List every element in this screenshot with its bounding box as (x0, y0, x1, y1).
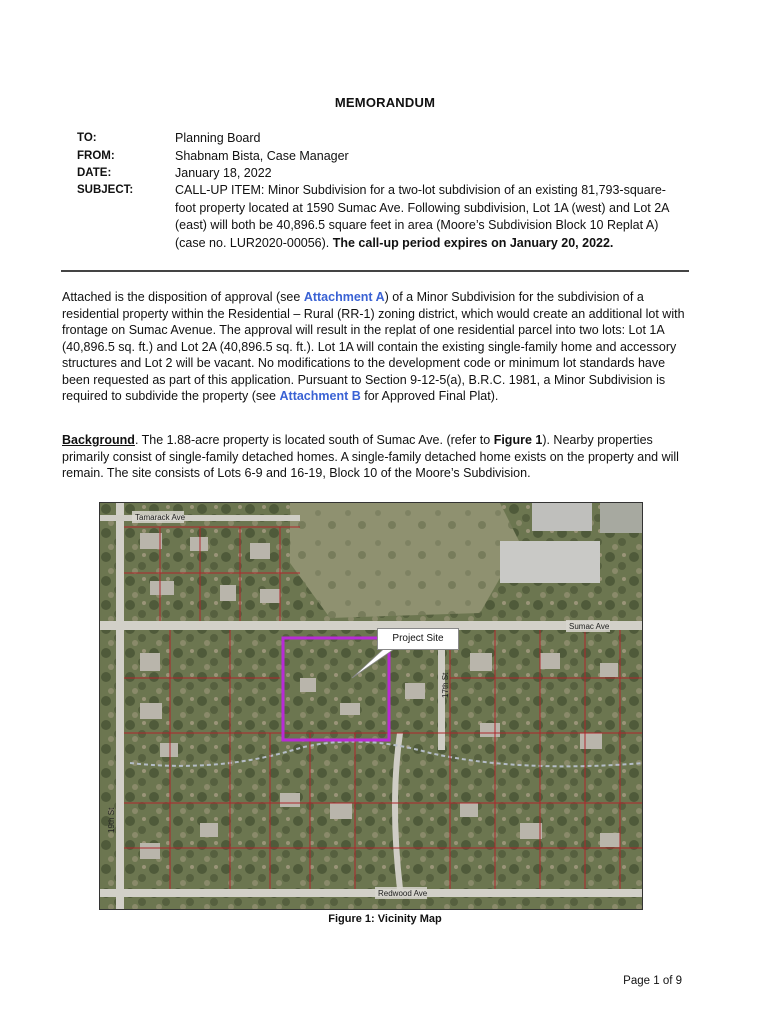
street-label-north: Tamarack Ave (135, 513, 186, 522)
background-heading: Background (62, 433, 135, 447)
subject-label: SUBJECT: (77, 184, 134, 196)
background-text-a: . The 1.88-acre property is located south of Sumac Ave. (refer to (134, 433, 494, 447)
from-label: FROM: (77, 150, 115, 162)
figure-1-reference[interactable]: Figure 1 (493, 433, 543, 447)
to-value: Planning Board (175, 131, 261, 145)
attachment-b-link[interactable]: Attachment B (279, 389, 361, 403)
building-shape (500, 541, 600, 583)
from-value: Shabnam Bista, Case Manager (175, 149, 349, 163)
background-paragraph (62, 432, 692, 482)
figure-caption: Figure 1: Vicinity Map (328, 913, 442, 925)
subject-text: CALL-UP ITEM: Minor Subdivision for a two-lot subdivision of an existing 81,793-square-foot property located at 1590 Sumac Ave. Following subdivision, Lot 1A (west) and Lot 2A (east) will both be 40,896.5 square feet in area (Moore’s Subdivision Block 10 Replat A) (case no. LUR2020-00056). (175, 183, 669, 250)
date-label: DATE: (77, 167, 112, 179)
call-up-deadline: The call-up period expires on January 20, 2022. (332, 235, 614, 250)
memo-title: MEMORANDUM (334, 95, 436, 110)
street-label-south: Redwood Ave (378, 889, 428, 898)
intro-text-a: Attached is the disposition of approval (see (62, 290, 304, 304)
to-label: TO: (77, 132, 97, 144)
attachment-a-link[interactable]: Attachment A (303, 290, 385, 304)
header-divider (61, 270, 689, 272)
aerial-photo (100, 503, 643, 910)
background-text-b: ). Nearby properties primarily consist of single-family detached homes. A single-family detached home exists on the property and will remain. The site consists of Lots 6-9 and 16-19, Block 10 of the Moore’s Subdivision. (62, 433, 679, 480)
intro-text-c: for Approved Final Plat). (360, 389, 499, 403)
project-site-callout: Project Site (377, 628, 459, 650)
intro-paragraph (62, 289, 692, 405)
page-number: Page 1 of 9 (623, 975, 682, 987)
subject-value (175, 182, 675, 252)
street-label-west: 19th St (107, 807, 116, 833)
street-label-sumac: Sumac Ave (569, 622, 610, 631)
vicinity-map (99, 502, 643, 910)
date-value: January 18, 2022 (175, 166, 272, 180)
street-label-east: 17th St (441, 672, 450, 698)
intro-text-b: ) of a Minor Subdivision for the subdivision of a residential property within the Residential – Rural (RR-1) zoning district, which would create an additional lot with frontage on Sumac Avenue. The approval will result in the replat of one residential parcel into two lots: Lot 1A (40,896.5 sq. ft.) and Lot 2A (40,896.5 sq. ft.). Lot 1A will contain the existing single-family home and accessory structures and Lot 2 will be vacant. No modifications to the development code or minimum lot standards have been requested as part of this application. Pursuant to Section 9-12-5(a), B.R.C. 1981, a Minor Subdivision is required to subdivide the property (see (62, 290, 685, 403)
